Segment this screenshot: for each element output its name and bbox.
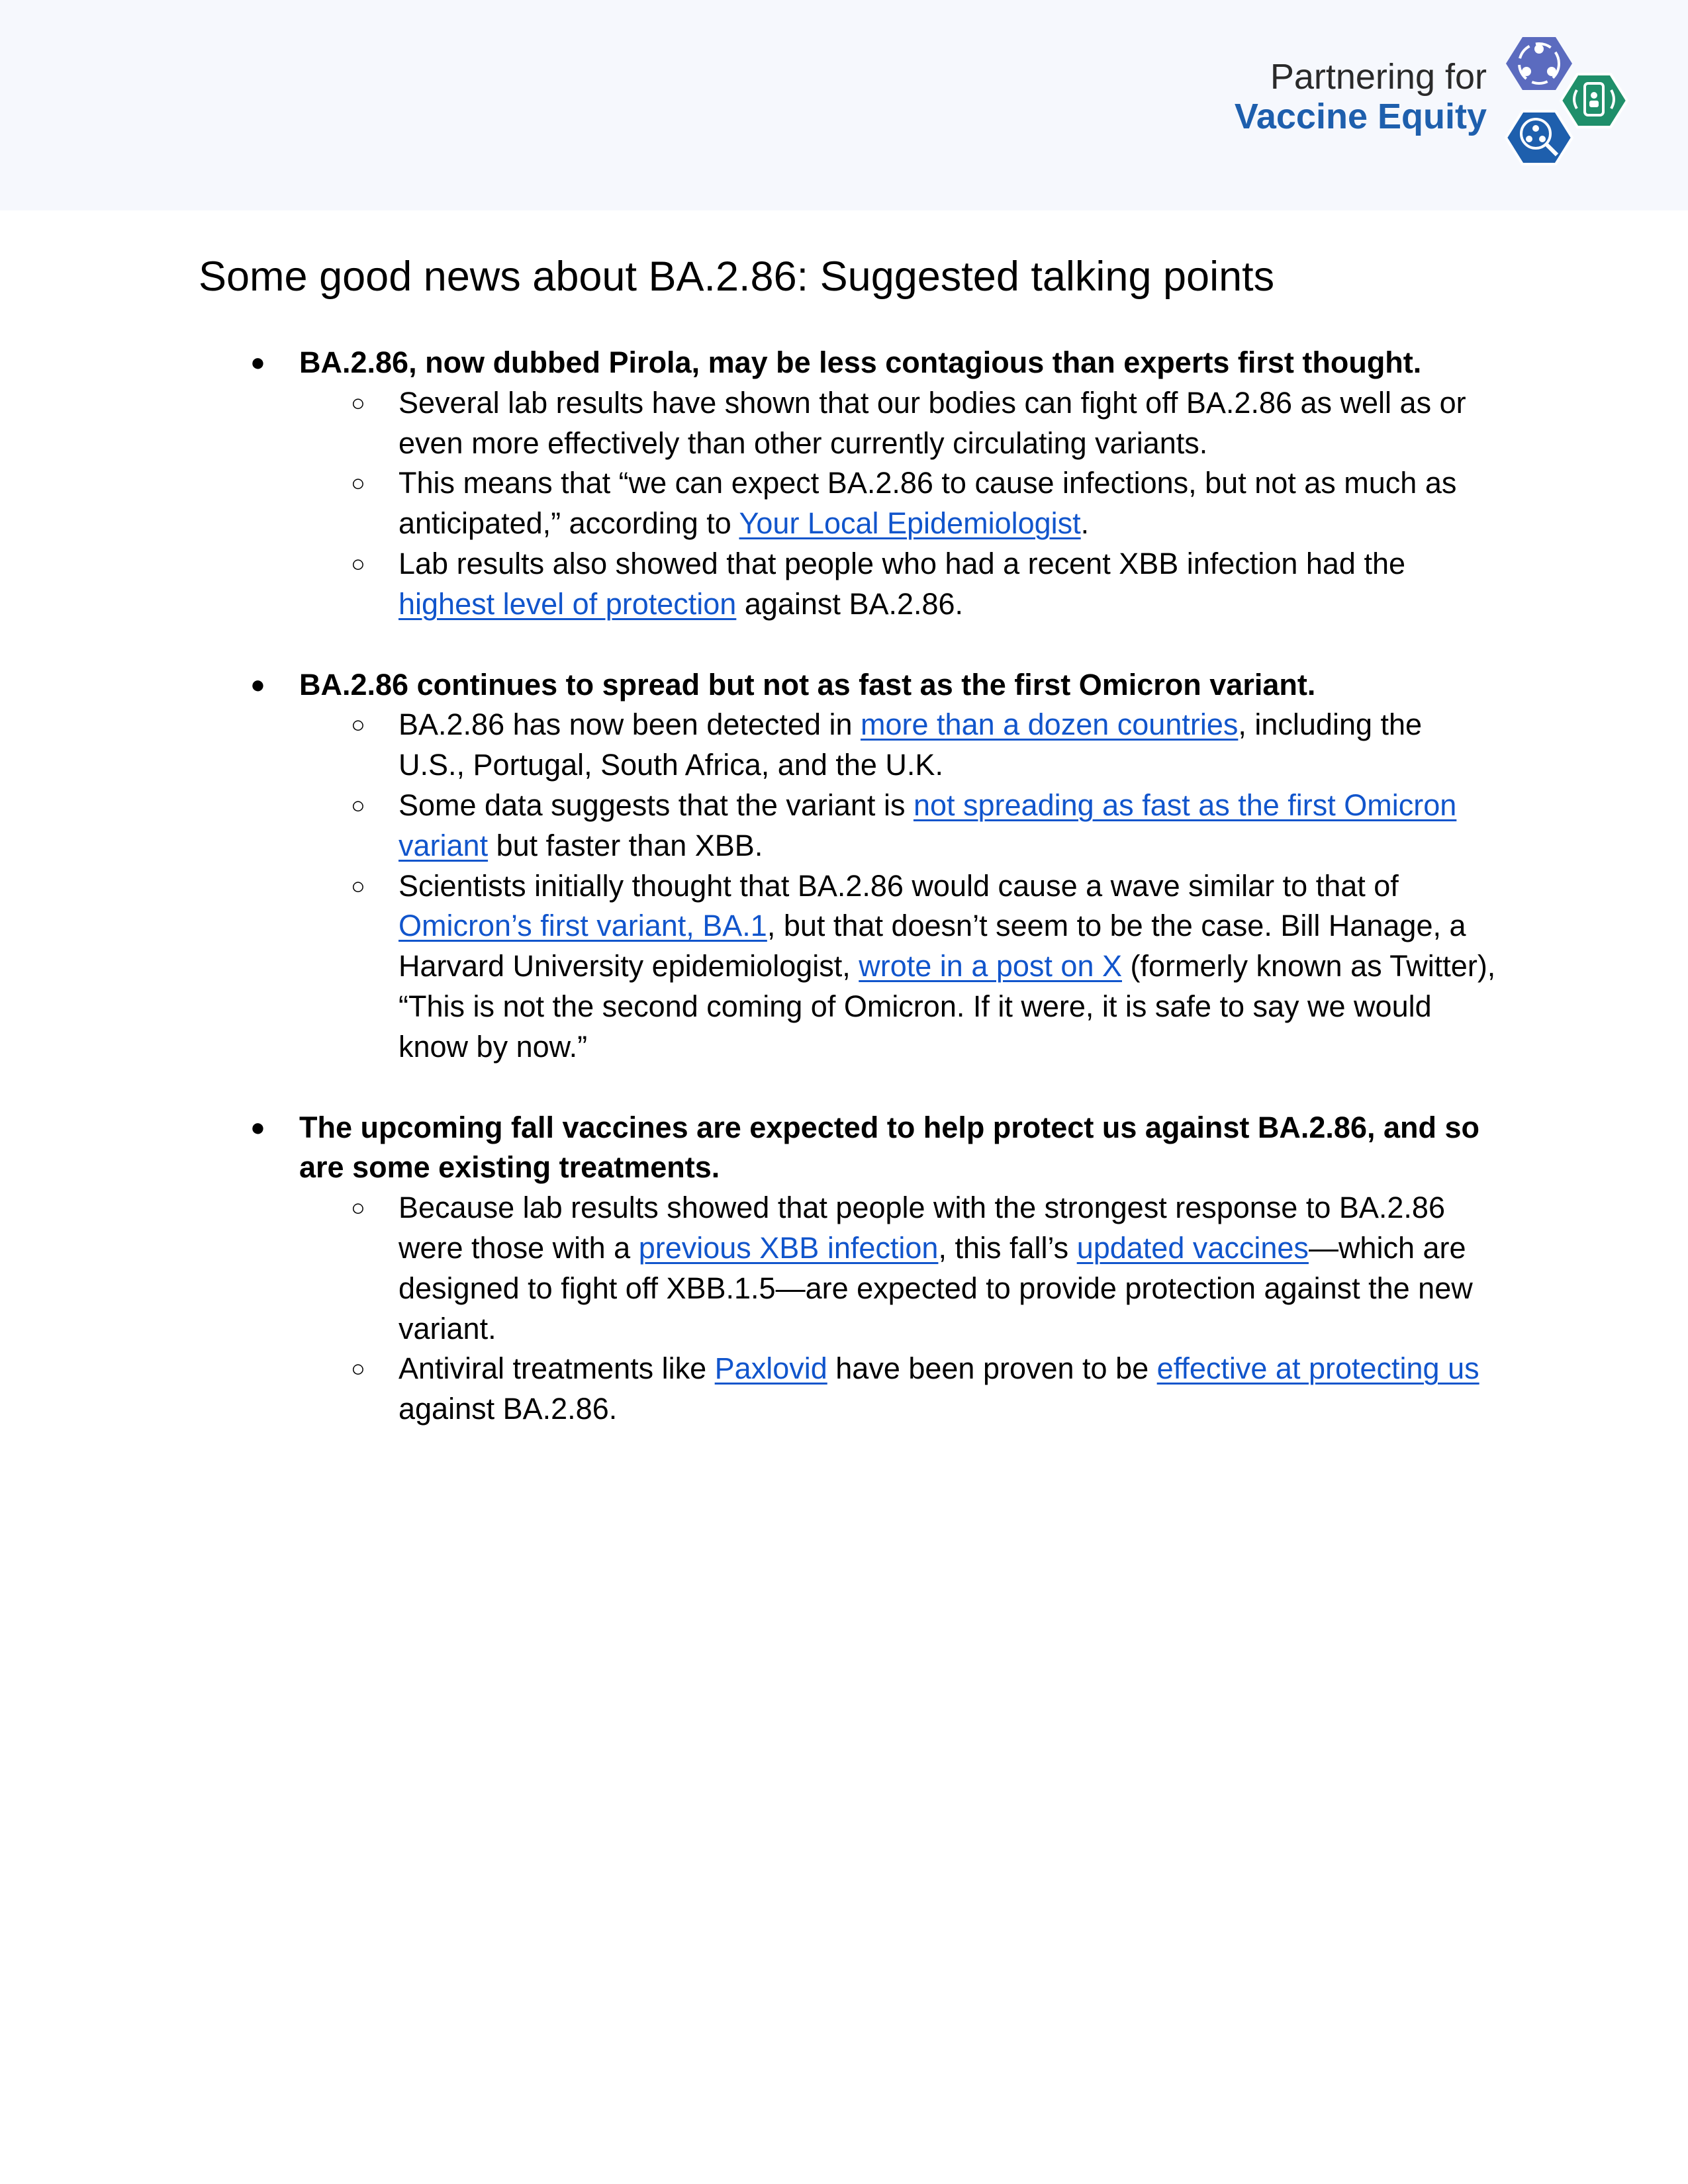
sub-point	[299, 786, 1496, 866]
sub-point-text: Antiviral treatments like	[399, 1351, 715, 1386]
sub-bullet-icon: ○	[351, 1194, 365, 1222]
sub-point-text: This means that “we can expect BA.2.86 to cause infections, but not as much as anticipated,” according to	[399, 466, 1457, 541]
brand-line-2: Vaccine Equity	[1234, 97, 1487, 137]
talking-point-heading: The upcoming fall vaccines are expected to help protect us against BA.2.86, and so are some existing treatments.	[299, 1110, 1479, 1185]
sub-point-text: (formerly known as Twitter), “This is not the second coming of Omicron. If it were, it is safe to say we would know by now.”	[399, 949, 1496, 1064]
sub-point-text: .	[1080, 506, 1090, 541]
not-spreading-as-fast-link[interactable]: not spreading as fast as the first Omicron variant	[399, 788, 1457, 862]
previous-xbb-infection-link[interactable]: previous XBB infection	[638, 1230, 939, 1265]
sub-point-text: —which are designed to fight off XBB.1.5—are expected to provide protection against the new variant.	[399, 1230, 1473, 1345]
sub-point-text: but faster than XBB.	[488, 828, 763, 862]
sub-bullet-icon: ○	[351, 872, 365, 899]
sub-point-text: Because lab results showed that people with the strongest response to BA.2.86 were those with a	[399, 1191, 1445, 1265]
sub-point	[299, 1188, 1496, 1349]
sub-bullet-icon: ○	[351, 711, 365, 739]
search-people-icon	[1506, 111, 1572, 164]
brand-wordmark	[1235, 57, 1487, 137]
page-title: Some good news about BA.2.86: Suggested talking points	[199, 253, 1275, 300]
brand-line-1: Partnering for	[1270, 57, 1487, 97]
sub-point-text: Some data suggests that the variant is	[399, 788, 914, 822]
sub-bullet-icon: ○	[351, 549, 365, 577]
talking-points	[199, 343, 1496, 1430]
sub-point	[299, 866, 1496, 1068]
talking-point-heading: BA.2.86, now dubbed Pirola, may be less contagious than experts first thought.	[299, 345, 1422, 379]
sub-point-text: Lab results also showed that people who had a recent XBB infection had the	[399, 546, 1406, 580]
sub-point-text: have been proven to be	[827, 1351, 1157, 1386]
sub-point	[299, 1349, 1496, 1430]
sub-point-text: , but that doesn’t seem to be the case. Bill Hanage, a Harvard University epidemiologist,	[399, 909, 1466, 983]
post-on-x-link[interactable]: wrote in a post on X	[859, 949, 1122, 983]
bullet-dot-icon: ●	[250, 349, 265, 377]
sub-point	[299, 463, 1496, 544]
more-than-a-dozen-countries-link[interactable]: more than a dozen countries	[861, 707, 1239, 742]
sub-bullet-icon: ○	[351, 1355, 365, 1383]
sub-bullet-icon: ○	[351, 791, 365, 819]
phone-broadcast-icon	[1561, 74, 1627, 127]
sub-point-text: Several lab results have shown that our bodies can fight off BA.2.86 as well as or even more effectively than other currently circulating variants.	[399, 385, 1466, 460]
omicron-first-variant-link[interactable]: Omicron’s first variant, BA.1	[399, 909, 767, 943]
bullet-dot-icon: ●	[250, 1113, 265, 1142]
sub-point-text: against BA.2.86.	[399, 1392, 618, 1426]
sub-point-text: BA.2.86 has now been detected in	[399, 707, 861, 742]
sub-point-text: , this fall’s	[938, 1230, 1077, 1265]
sub-bullet-icon: ○	[351, 388, 365, 416]
highest-level-of-protection-link[interactable]: highest level of protection	[399, 586, 737, 621]
sub-point-text: , including the U.S., Portugal, South Africa, and the U.K.	[399, 707, 1423, 782]
talking-point-heading: BA.2.86 continues to spread but not as fast as the first Omicron variant.	[299, 667, 1316, 702]
updated-vaccines-link[interactable]: updated vaccines	[1076, 1230, 1309, 1265]
your-local-epidemiologist-link[interactable]: Your Local Epidemiologist	[739, 506, 1081, 541]
talking-point-3	[199, 1108, 1496, 1430]
sub-point	[299, 705, 1496, 786]
paxlovid-link[interactable]: Paxlovid	[714, 1351, 827, 1386]
people-network-icon	[1506, 37, 1572, 90]
sub-bullet-icon: ○	[351, 469, 365, 497]
sub-point	[299, 383, 1496, 464]
talking-point-1	[199, 343, 1496, 625]
sub-point-text: Scientists initially thought that BA.2.86 would cause a wave similar to that of	[399, 868, 1399, 903]
bullet-dot-icon: ●	[250, 670, 265, 699]
sub-point-text: against BA.2.86.	[736, 586, 964, 621]
talking-point-2	[199, 665, 1496, 1068]
effective-at-protecting-us-link[interactable]: effective at protecting us	[1156, 1351, 1479, 1386]
brand-logo	[1495, 20, 1662, 181]
sub-point	[299, 544, 1496, 625]
